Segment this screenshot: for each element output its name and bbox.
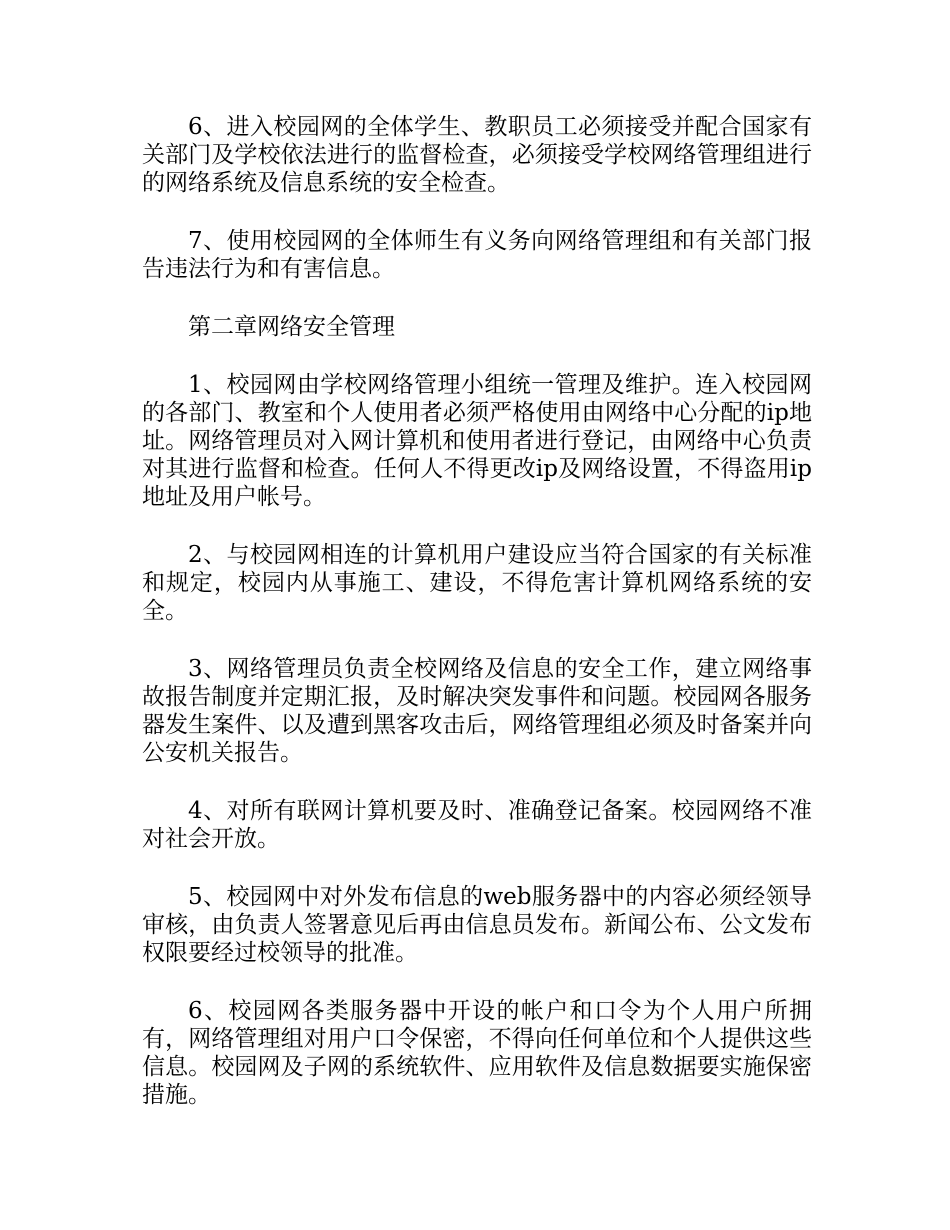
- paragraph-item-3: 3、网络管理员负责全校网络及信息的安全工作，建立网络事故报告制度并定期汇报，及时解决突发事件和问题。校园网各服务器发生案件、以及遭到黑客攻击后，网络管理组必须及时备案并向公安机关报告。: [142, 656, 812, 766]
- paragraph-item-7: 7、使用校园网的全体师生有义务向网络管理组和有关部门报告违法行为和有害信息。: [142, 228, 812, 282]
- paragraph-item-2: 2、与校园网相连的计算机用户建设应当符合国家的有关标准和规定，校园内从事施工、建设，不得危害计算机网络系统的安全。: [142, 542, 812, 624]
- chapter-heading: 第二章网络安全管理: [188, 314, 395, 340]
- paragraph-item-6b: 6、校园网各类服务器中开设的帐户和口令为个人用户所拥有，网络管理组对用户口令保密，不得向任何单位和个人提供这些信息。校园网及子网的系统软件、应用软件及信息数据要实施保密措施。: [142, 998, 812, 1108]
- document-page: [142, 113, 812, 1139]
- paragraph-item-6: 6、进入校园网的全体学生、教职员工必须接受并配合国家有关部门及学校依法进行的监督检查，必须接受学校网络管理组进行的网络系统及信息系统的安全检查。: [142, 114, 812, 196]
- paragraph-item-4: 4、对所有联网计算机要及时、准确登记备案。校园网络不准对社会开放。: [142, 798, 812, 852]
- paragraph-item-1: 1、校园网由学校网络管理小组统一管理及维护。连入校园网的各部门、教室和个人使用者必须严格使用由网络中心分配的ip地址。网络管理员对入网计算机和使用者进行登记，由网络中心负责对其进行监督和检查。任何人不得更改ip及网络设置，不得盗用ip地址及用户帐号。: [142, 372, 812, 510]
- paragraph-item-5: 5、校园网中对外发布信息的web服务器中的内容必须经领导审核，由负责人签署意见后再由信息员发布。新闻公布、公文发布权限要经过校领导的批准。: [142, 884, 812, 966]
